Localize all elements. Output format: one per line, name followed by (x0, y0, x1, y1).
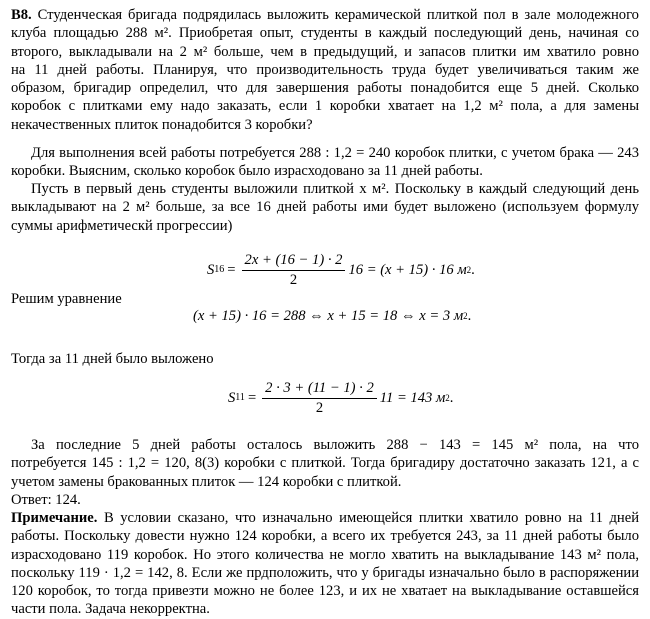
fraction: $\frac{2x + (16 - 1) \cdot 2}{2}$ (242, 252, 346, 289)
solution-p1-line-1: Для выполнения всей работы потребуется 288 : 1,2 = 240 коробок плитки, с учетом брака — 243 (31, 145, 639, 161)
fraction: $\frac{2 \cdot 3 + (11 - 1) \cdot 2}{2}$ (262, 380, 377, 417)
problem-line-5: образом, бригадир определил, что для завершения работы понадобится еще 5 дней. Сколько (11, 80, 639, 97)
note-line-5: 120 коробок, то тогда привезти можно не более 123, и их не хватает на выкладывание оставшейся (11, 583, 639, 600)
formula-equation: (x + 15) · 16 = 288 ⇔ x + 15 = 18 ⇔ x = 3 м 2 . (193, 308, 472, 324)
formula-sum-11: S 11 = $\frac{2 \cdot 3 + (11 - 1) \cdot 2}{2}$ 11 = 143 м 2 . (228, 380, 454, 416)
solution-paragraph-1 (11, 144, 639, 181)
formula-sum-16: S 16 = $\frac{2x + (16 - 1) \cdot 2}{2}$ 16 = (x + 15) · 16 м 2 . (207, 252, 475, 288)
solution-paragraph-2 (11, 180, 639, 235)
solution-p1-line-2: коробки. Выясним, сколько коробок было израсходовано за 11 дней работы. (11, 163, 483, 180)
answer: Ответ: 124. (11, 491, 81, 508)
problem-line-3: второго, выкладывали на 2 м² больше, чем в предыдущий, и запасов плитки им хватило ровно (11, 43, 639, 60)
note-label: Примечание. (11, 510, 98, 526)
then-label: Тогда за 11 дней было выложено (11, 351, 214, 367)
problem-line-2: клуба площадью 288 м². Приобретая опыт, студенты в каждый последующий день, начиная со (11, 25, 639, 42)
note-paragraph (11, 509, 639, 619)
problem-line-6: коробок с плитками ему надо заказать, если 1 коробки хватает на 1,2 м² пола, а для замены (11, 98, 639, 115)
solution-p2-line-2: выкладывают на 2 м² больше, за все 16 дней работы ими будет выложено (используем формулу (11, 199, 639, 216)
solution-p3-line-3: учетом замены бракованных плиток — 124 коробки с плиткой. (11, 473, 402, 490)
problem-statement (11, 6, 639, 134)
solution-p3-line-2: потребуется 145 : 1,2 = 120, 8(3) коробки с плиткой. Тогда бригадиру достаточно заказать 121, а с (11, 455, 639, 472)
problem-line-1: Студенческая бригада подрядилась выложить керамической плиткой пол в зале молодежного (37, 7, 639, 23)
problem-label: B8. (11, 7, 32, 23)
solution-p3-line-1: За последние 5 дней работы осталось выложить 288 − 143 = 145 м² пола, на что (31, 437, 639, 453)
problem-line-7: некачественных плиток понадобится 3 коробки? (11, 116, 313, 133)
solution-p2-line-1: Пусть в первый день студенты выложили плиткой x м². Поскольку в каждый следующий день (31, 181, 639, 197)
solution-p2-line-3: суммы арифметическй прогрессии) (11, 217, 233, 234)
note-line-3: израсходовано 119 коробок. Но этого количества не могло хватить на выкладывание 143 м² пола, (11, 546, 639, 563)
note-line-2: работы. Поскольку довести нужно 124 коробки, а всего их требуется 243, за 11 дней работы было (11, 528, 639, 545)
solution-paragraph-3 (11, 436, 639, 509)
problem-line-4: на 11 дней работы. Планируя, что производительность труда будет увеличиваться таким же (11, 61, 639, 78)
note-line-4: поскольку 119 · 1,2 = 142, 8. Если же прдположить, что у бригады изначально было в распоряжении (11, 564, 639, 581)
note-line-6: части пола. Задача некорректна. (11, 601, 210, 618)
note-line-1: В условии сказано, что изначально имеющейся плитки хватило ровно на 11 дней (103, 510, 639, 526)
solve-label: Решим уравнение (11, 291, 122, 307)
